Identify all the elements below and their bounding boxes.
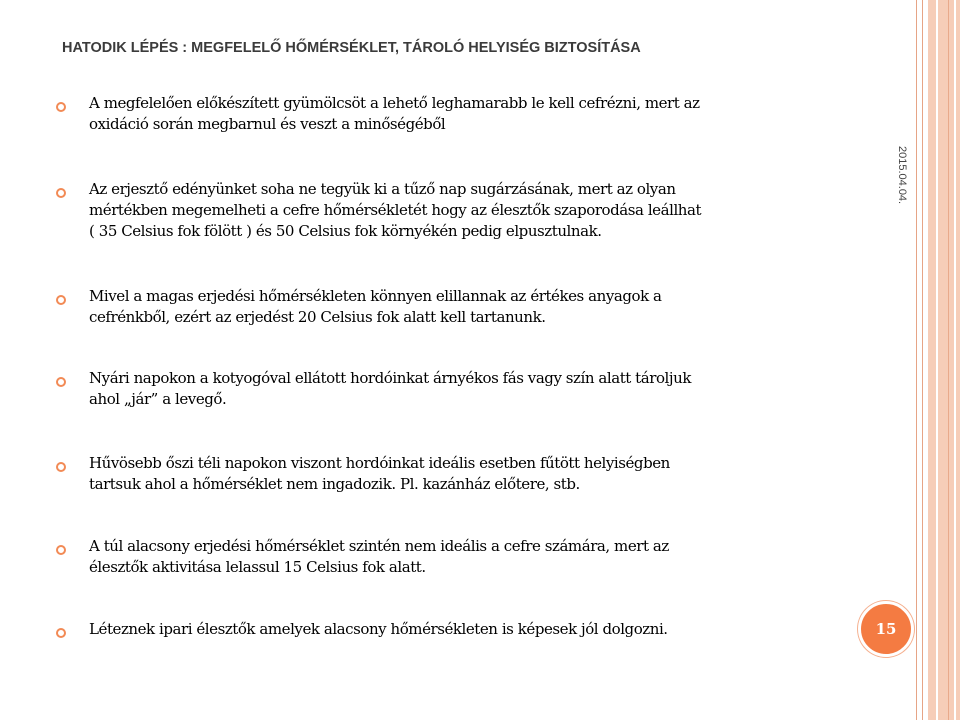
bullet-line: A megfelelően előkészített gyümölcsöt a lehető leghamarabb le kell cefrézni, mert az — [89, 94, 700, 112]
circle-bullet-icon — [56, 295, 66, 305]
circle-bullet-icon — [56, 188, 66, 198]
bullet-text — [89, 286, 829, 328]
border-stripe — [948, 0, 949, 720]
page-number: 15 — [875, 620, 897, 638]
bullet-line: Az erjesztő edényünket soha ne tegyük ki a tűző nap sugárzásának, mert az olyan — [89, 180, 676, 198]
bullet-line: tartsuk ahol a hőmérséklet nem ingadozik. Pl. kazánház előtere, stb. — [89, 475, 580, 493]
circle-bullet-icon — [56, 102, 66, 112]
border-stripe — [936, 0, 938, 720]
bullet-line: élesztők aktivitása lelassul 15 Celsius fok alatt. — [89, 558, 426, 576]
bullet-line: oxidáció során megbarnul és veszt a minőségéből — [89, 115, 446, 133]
page-number-badge — [858, 601, 914, 657]
bullet-line: mértékben megemelheti a cefre hőmérsékletét hogy az élesztők szaporodása leállhat — [89, 201, 702, 219]
bullet-line: Hűvösebb őszi téli napokon viszont hordóinkat ideális esetben fűtött helyiségben — [89, 454, 670, 472]
border-line — [922, 0, 923, 720]
bullet-line: ( 35 Celsius fok fölött ) és 50 Celsius fok környékén pedig elpusztulnak. — [89, 222, 602, 240]
bullet-text — [89, 453, 829, 495]
bullet-line: ahol „jár” a levegő. — [89, 390, 227, 408]
bullet-text — [89, 179, 829, 242]
circle-bullet-icon — [56, 377, 66, 387]
bullet-line: Nyári napokon a kotyogóval ellátott hordóinkat árnyékos fás vagy szín alatt tároljuk — [89, 369, 691, 387]
slide-title: HATODIK LÉPÉS : MEGFELELŐ HŐMÉRSÉKLET, TÁROLÓ HELYISÉG BIZTOSÍTÁSA — [62, 40, 641, 56]
bullet-text — [89, 368, 829, 410]
circle-bullet-icon — [56, 545, 66, 555]
bullet-line: Léteznek ipari élesztők amelyek alacsony hőmérsékleten is képesek jól dolgozni. — [89, 620, 668, 638]
slide-date: 2015.04.04. — [896, 146, 908, 205]
bullet-text — [89, 93, 829, 135]
bullet-text — [89, 619, 829, 640]
circle-bullet-icon — [56, 628, 66, 638]
bullet-text — [89, 536, 829, 578]
border-line — [916, 0, 917, 720]
bullet-line: Mivel a magas erjedési hőmérsékleten könnyen elillannak az értékes anyagok a — [89, 287, 662, 305]
bullet-line: A túl alacsony erjedési hőmérséklet szintén nem ideális a cefre számára, mert az — [89, 537, 669, 555]
bullet-line: cefrénkből, ezért az erjedést 20 Celsius fok alatt kell tartanunk. — [89, 308, 546, 326]
circle-bullet-icon — [56, 462, 66, 472]
border-stripe — [954, 0, 956, 720]
